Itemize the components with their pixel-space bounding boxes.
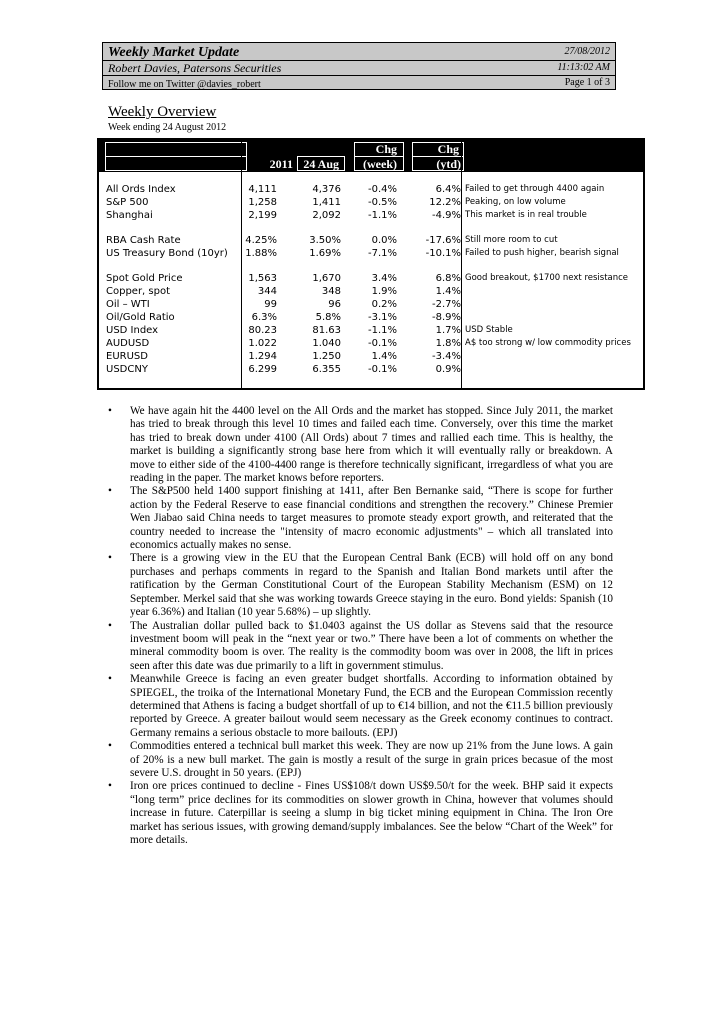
- bullet-icon: •: [108, 740, 112, 753]
- row-change-ytd: -2.7%: [431, 299, 461, 310]
- header-blank-cell: [105, 142, 247, 156]
- bullet-text: The Australian dollar pulled back to $1.0403 against the US dollar as Stevens said that the resource investment boom will peak in the “next year or two.” There have been a lot of comments on whether the mineral commodity boom is over. The reality is the commodity boom was over in 2008, the lift in prices seen after this date was due primarily to a lift in government stimulus.: [130, 619, 613, 672]
- twitter-handle: Follow me on Twitter @davies_robert: [108, 79, 261, 90]
- bullet-text: The S&P500 held 1400 support finishing at 1411, after Ben Bernanke said, “There is scope for further action by the Federal Reserve to ease financial conditions and strengthen the recovery.” Chinese Premier Wen Jiabao said China needs to target measures to promote steady export growth, and reiterated that the country needed to increase the "intensity of macro economic adjustments" – which all translated into economics actually makes no sense.: [130, 485, 613, 552]
- row-change-week: 3.4%: [371, 273, 397, 284]
- row-value-2011: 1,563: [248, 273, 277, 284]
- bullet-text: There is a growing view in the EU that the European Central Bank (ECB) will hold off on any bond purchases and perhaps comments in regard to the Spanish and Italian Bond markets until after the ratification by the German Constitutional Court of the European Stability Mechanism (ESM) on 12 September. Merkel said that she was working towards Greece staying in the euro. Bond yields: Spanish (10 year 6.36%) and Italian (10 year 5.68%) – up slightly.: [130, 552, 613, 619]
- row-name: Shanghai: [106, 210, 153, 221]
- row-name: USD Index: [106, 325, 159, 336]
- commentary-list: [108, 405, 613, 847]
- row-value-24aug: 2,092: [312, 210, 341, 221]
- row-value-2011: 99: [264, 299, 277, 310]
- header-title-row: [103, 43, 615, 61]
- header-blank-cell-lower: [105, 156, 247, 171]
- row-value-24aug: 96: [328, 299, 341, 310]
- bullet-icon: •: [108, 552, 112, 565]
- bullet-icon: •: [108, 673, 112, 686]
- bullet-text: We have again hit the 4400 level on the All Ords and the market has stopped. Since July 2011, the market has tried to break through this level 10 times and failed each time. Conversely, over this time the market has tried to break down under 4100 (All Ords) about 7 times and rallied each time. This is healthy, the market is building a significantly strong base here from which it will eventually rally or breakdown. A move to either side of the 4100-4400 range is therefore technically significant, irregardless of what you are reading in the paper. The market knows before reporters.: [130, 405, 613, 485]
- header-chg-week: Chg: [375, 142, 397, 156]
- report-time: 11:13:02 AM: [557, 62, 610, 73]
- row-value-24aug: 348: [321, 286, 341, 297]
- header-2011: 2011: [269, 157, 293, 171]
- row-comment: Good breakout, $1700 next resistance: [465, 273, 629, 283]
- row-change-week: -1.1%: [367, 210, 397, 221]
- row-change-week: -7.1%: [367, 248, 397, 259]
- table-row: [99, 210, 643, 223]
- row-value-24aug: 1,411: [312, 197, 341, 208]
- row-comment: This market is in real trouble: [465, 210, 587, 220]
- row-change-week: 1.9%: [371, 286, 397, 297]
- row-value-2011: 1,258: [248, 197, 277, 208]
- row-change-ytd: -3.4%: [431, 351, 461, 362]
- header-week: (week): [363, 157, 397, 171]
- row-comment: Failed to push higher, bearish signal: [465, 248, 619, 258]
- row-change-ytd: 6.8%: [435, 273, 461, 284]
- bullet-icon: •: [108, 405, 112, 417]
- row-comment: Still more room to cut: [465, 235, 558, 245]
- list-item: [108, 780, 613, 847]
- table-row: [99, 197, 643, 210]
- row-name: Copper, spot: [106, 286, 171, 297]
- table-row: [99, 184, 643, 197]
- row-comment: Failed to get through 4400 again: [465, 184, 605, 194]
- row-change-ytd: 12.2%: [429, 197, 461, 208]
- list-item: [108, 405, 613, 485]
- row-change-week: -3.1%: [367, 312, 397, 323]
- table-row: [99, 364, 643, 377]
- bullet-text: Iron ore prices continued to decline - Fines US$108/t down US$9.50/t for the week. BHP said it expects “long term” price declines for its commodities on slower growth in China, however that volumes should increase in future. Caterpillar is seeing a slump in big ticket mining equipment in China. The Iron Ore market has serious issues, with growing demand/supply imbalances. See the below “Chart of the Week” for more details.: [130, 780, 613, 846]
- row-change-ytd: -17.6%: [425, 235, 461, 246]
- row-value-24aug: 3.50%: [309, 235, 341, 246]
- row-change-week: 0.0%: [371, 235, 397, 246]
- row-change-ytd: -4.9%: [431, 210, 461, 221]
- list-item: [108, 552, 613, 619]
- table-row: [99, 299, 643, 312]
- bullet-icon: •: [108, 619, 112, 632]
- table-row: [99, 351, 643, 364]
- list-item: [108, 485, 613, 552]
- market-table: [97, 138, 645, 390]
- row-value-24aug: 1,670: [312, 273, 341, 284]
- row-name: US Treasury Bond (10yr): [106, 248, 228, 259]
- row-change-ytd: 6.4%: [435, 184, 461, 195]
- bullet-icon: •: [108, 485, 112, 498]
- row-value-2011: 4.25%: [245, 235, 277, 246]
- row-comment: A$ too strong w/ low commodity prices: [465, 338, 631, 348]
- row-comment: Peaking, on low volume: [465, 197, 566, 207]
- report-header: [102, 42, 616, 90]
- bullet-text: Commodities entered a technical bull market this week. They are now up 21% from the June lows. A gain of 20% is a new bull market. The gain is mostly a result of the surge in grain prices becasue of the most severe U.S. drought in 50 years. (EPJ): [130, 740, 613, 779]
- row-change-week: -0.5%: [367, 197, 397, 208]
- row-comment: USD Stable: [465, 325, 513, 335]
- row-change-week: 0.2%: [371, 299, 397, 310]
- row-value-2011: 80.23: [248, 325, 277, 336]
- row-value-2011: 1.294: [248, 351, 277, 362]
- table-row: [99, 312, 643, 325]
- row-value-24aug: 81.63: [312, 325, 341, 336]
- bullet-icon: •: [108, 780, 112, 793]
- header-twitter-row: [103, 76, 615, 89]
- row-value-24aug: 4,376: [312, 184, 341, 195]
- row-change-ytd: 1.4%: [435, 286, 461, 297]
- row-change-ytd: 1.8%: [435, 338, 461, 349]
- row-name: EURUSD: [106, 351, 148, 362]
- row-value-2011: 2,199: [248, 210, 277, 221]
- header-chg-ytd: Chg: [437, 142, 459, 156]
- bullet-text: Meanwhile Greece is facing an even greater budget shortfalls. According to information obtained by SPIEGEL, the troika of the International Monetary Fund, the ECB and the European Commission recently determined that Athens is facing a budget shortfall of up to €14 billion, and not the €11.5 billion previously reported by Greece. A greater bailout would seem necessary as the Greek economy continues to contract. Germany remains a serious obstacle to more bailouts. (EPJ): [130, 673, 613, 739]
- report-author: Robert Davies, Patersons Securities: [108, 61, 282, 75]
- list-item: [108, 620, 613, 674]
- section-subtitle: Week ending 24 August 2012: [108, 122, 227, 133]
- list-item: [108, 673, 613, 740]
- table-row: [99, 248, 643, 261]
- row-name: All Ords Index: [106, 184, 176, 195]
- row-value-24aug: 1.69%: [309, 248, 341, 259]
- header-author-row: [103, 61, 615, 76]
- row-change-week: -1.1%: [367, 325, 397, 336]
- row-value-2011: 1.022: [248, 338, 277, 349]
- row-change-ytd: 1.7%: [435, 325, 461, 336]
- row-change-week: 1.4%: [371, 351, 397, 362]
- row-name: Oil – WTI: [106, 299, 150, 310]
- row-name: AUDUSD: [106, 338, 150, 349]
- table-row: [99, 325, 643, 338]
- table-row: [99, 273, 643, 286]
- row-change-week: -0.1%: [367, 364, 397, 375]
- table-row: [99, 286, 643, 299]
- table-row: [99, 235, 643, 248]
- row-change-week: -0.4%: [367, 184, 397, 195]
- row-value-2011: 344: [257, 286, 277, 297]
- row-value-2011: 4,111: [248, 184, 277, 195]
- row-value-24aug: 5.8%: [315, 312, 341, 323]
- report-title: Weekly Market Update: [108, 45, 240, 60]
- row-name: RBA Cash Rate: [106, 235, 181, 246]
- row-name: S&P 500: [106, 197, 149, 208]
- row-value-2011: 6.299: [248, 364, 277, 375]
- list-item: [108, 740, 613, 780]
- table-header: [99, 140, 643, 172]
- row-name: Spot Gold Price: [106, 273, 183, 284]
- row-name: Oil/Gold Ratio: [106, 312, 175, 323]
- row-change-week: -0.1%: [367, 338, 397, 349]
- table-row: [99, 338, 643, 351]
- row-value-24aug: 6.355: [312, 364, 341, 375]
- header-ytd: (ytd): [436, 157, 461, 171]
- row-value-24aug: 1.040: [312, 338, 341, 349]
- row-change-ytd: 0.9%: [435, 364, 461, 375]
- row-value-2011: 1.88%: [245, 248, 277, 259]
- row-value-24aug: 1.250: [312, 351, 341, 362]
- row-value-2011: 6.3%: [251, 312, 277, 323]
- row-change-ytd: -10.1%: [425, 248, 461, 259]
- report-date: 27/08/2012: [564, 46, 610, 57]
- section-title: Weekly Overview: [108, 104, 217, 120]
- row-name: USDCNY: [106, 364, 148, 375]
- page-number: Page 1 of 3: [564, 77, 610, 88]
- row-change-ytd: -8.9%: [431, 312, 461, 323]
- header-24aug: 24 Aug: [303, 157, 339, 171]
